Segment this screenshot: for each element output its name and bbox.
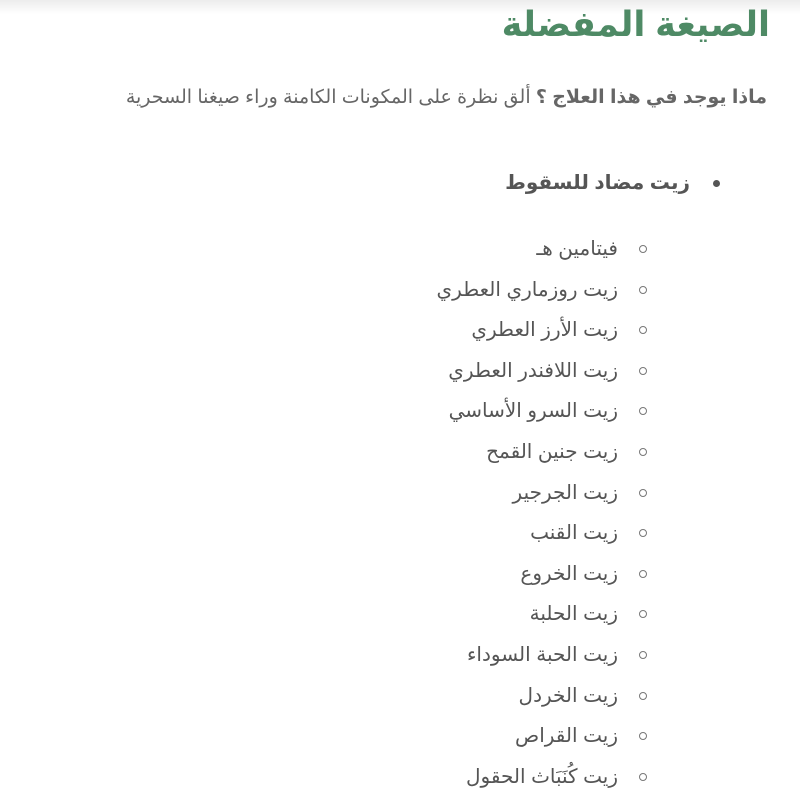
list-item: [437, 271, 650, 312]
list-item: [437, 677, 650, 718]
intro-question: ماذا يوجد في هذا العلاج ؟: [535, 87, 767, 108]
list-item: [437, 433, 650, 474]
list-item: [437, 311, 650, 352]
circle-bullet-icon: [639, 407, 647, 415]
circle-bullet-icon: [639, 529, 647, 537]
category-item: [505, 168, 722, 198]
ingredient-list: [437, 230, 650, 798]
intro-paragraph: [126, 84, 767, 112]
ingredient-label: زيت الحبة السوداء: [467, 643, 618, 666]
ingredient-label: زيت روزماري العطري: [436, 278, 618, 301]
ingredient-label: زيت السرو الأساسي: [448, 400, 618, 423]
list-item: [437, 636, 650, 677]
circle-bullet-icon: [639, 245, 647, 253]
list-item: [437, 758, 650, 799]
ingredient-label: زيت القراص: [515, 725, 618, 748]
ingredient-label: زيت الأرز العطري: [471, 319, 618, 342]
ingredient-label: زيت كُنَبَاث الحقول: [465, 765, 618, 788]
circle-bullet-icon: [639, 651, 647, 659]
ingredient-label: زيت القنب: [530, 522, 618, 545]
list-item: [437, 474, 650, 515]
list-item: [437, 595, 650, 636]
circle-bullet-icon: [639, 570, 647, 578]
list-item: [437, 230, 650, 271]
list-item: [437, 555, 650, 596]
ingredient-label: زيت الحلبة: [529, 603, 618, 626]
list-item: [437, 717, 650, 758]
circle-bullet-icon: [639, 326, 647, 334]
list-item: [437, 392, 650, 433]
page-title: الصيغة المفضلة: [501, 5, 770, 44]
ingredient-label: زيت اللافندر العطري: [448, 359, 618, 382]
circle-bullet-icon: [639, 367, 647, 375]
ingredient-label: زيت الخروع: [520, 562, 618, 585]
circle-bullet-icon: [639, 489, 647, 497]
intro-description: ألق نظرة على المكونات الكامنة وراء صيغنا السحرية: [125, 87, 536, 108]
category-label: زيت مضاد للسقوط: [505, 172, 690, 194]
circle-bullet-icon: [639, 692, 647, 700]
list-item: [437, 514, 650, 555]
ingredient-label: زيت الخردل: [518, 684, 618, 707]
disc-bullet-icon: [713, 180, 720, 187]
circle-bullet-icon: [639, 610, 647, 618]
circle-bullet-icon: [639, 773, 647, 781]
ingredient-label: زيت الجرجير: [512, 481, 618, 504]
ingredient-label: فيتامين هـ: [536, 238, 618, 260]
circle-bullet-icon: [639, 286, 647, 294]
list-item: [437, 352, 650, 393]
circle-bullet-icon: [639, 448, 647, 456]
circle-bullet-icon: [639, 732, 647, 740]
ingredient-label: زيت جنين القمح: [486, 440, 618, 463]
category-list: [505, 168, 722, 198]
